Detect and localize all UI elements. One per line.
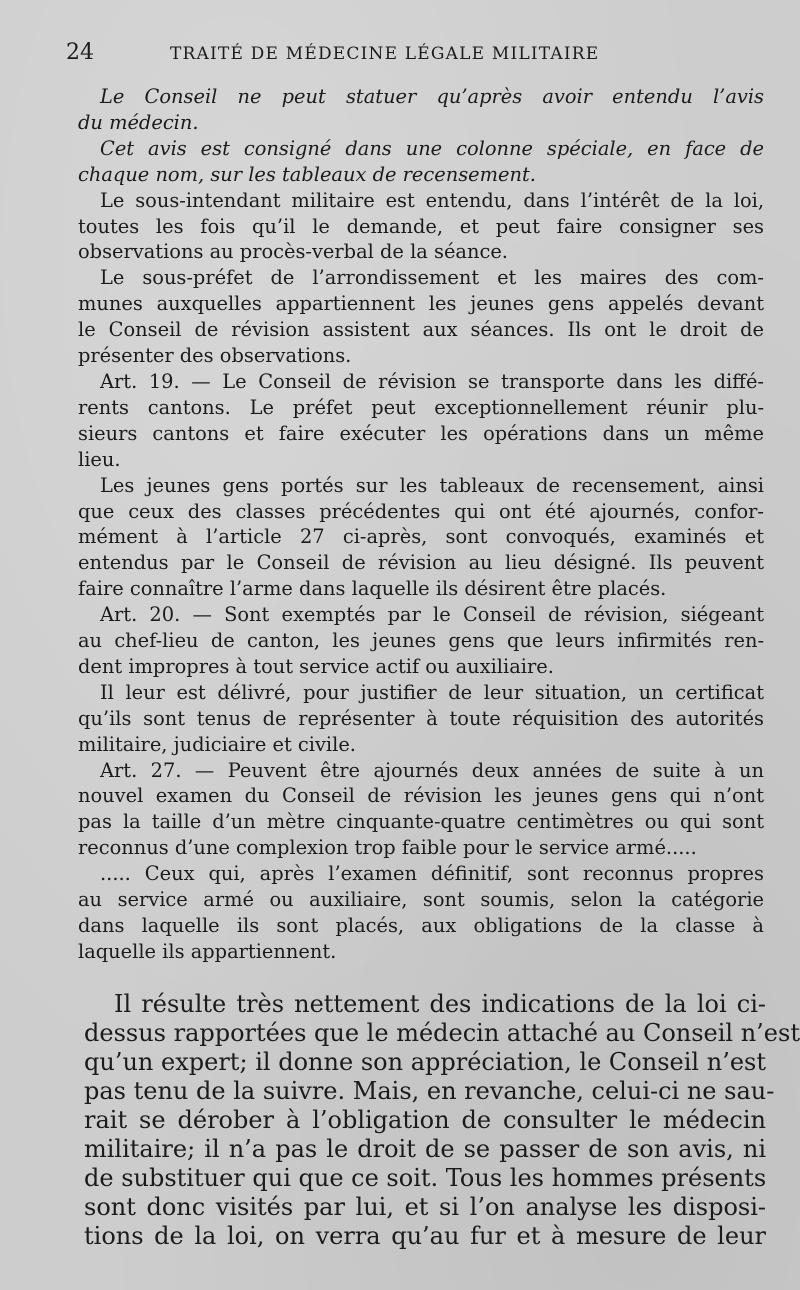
text-line: rait se dérober à l’obligation de consulter le médecin [84, 1106, 766, 1134]
text-line: au chef-lieu de canton, les jeunes gens que leurs infirmités ren- [78, 629, 764, 653]
text-line: militaire, judiciaire et civile. [78, 732, 356, 756]
page-number: 24 [66, 40, 94, 65]
text-line: rents cantons. Le préfet peut exceptionnellement réunir plu- [78, 395, 764, 419]
text-line: lieu. [78, 447, 121, 471]
text-line: qu’ils sont tenus de représenter à toute réquisition des autorités [78, 706, 764, 730]
text-line: militaire; il n’a pas le droit de se passer de son avis, ni [84, 1135, 766, 1163]
text-line: laquelle ils appartiennent. [78, 939, 337, 963]
running-title: TRAITÉ DE MÉDECINE LÉGALE MILITAIRE [170, 44, 600, 64]
text-line: présenter des observations. [78, 344, 352, 368]
text-line: Cet avis est consigné dans une colonne spéciale, en face de [100, 136, 764, 160]
text-line: du médecin. [78, 110, 199, 134]
text-line: reconnus d’une complexion trop faible pour le service armé..... [78, 836, 697, 860]
text-line: observations au procès-verbal de la séance. [78, 240, 508, 264]
text-line: que ceux des classes précédentes qui ont été ajournés, confor- [78, 499, 764, 523]
text-line: pas tenu de la suivre. Mais, en revanche, celui-ci ne sau- [84, 1077, 775, 1105]
text-line: faire connaître l’arme dans laquelle ils désirent être placés. [78, 577, 667, 601]
text-line: Art. 19. — Le Conseil de révision se transporte dans les diffé- [100, 369, 764, 393]
text-line: mément à l’article 27 ci-après, sont convoqués, examinés et [78, 525, 764, 549]
text-line: chaque nom, sur les tableaux de recensement. [78, 162, 536, 186]
text-line: au service armé ou auxiliaire, sont soumis, selon la catégorie [78, 888, 764, 912]
law-text-block [78, 84, 764, 965]
text-line: Les jeunes gens portés sur les tableaux de recensement, ainsi [100, 473, 764, 497]
text-line: dessus rapportées que le médecin attaché au Conseil n’est [84, 1019, 800, 1047]
text-line: sieurs cantons et faire exécuter les opérations dans un même [78, 421, 764, 445]
text-line: Le sous-préfet de l’arrondissement et les maires des com- [100, 266, 764, 290]
text-line: qu’un expert; il donne son appréciation, le Conseil n’est [84, 1048, 766, 1076]
text-line: sont donc visités par lui, et si l’on analyse les disposi- [84, 1193, 766, 1221]
text-line: dans laquelle ils sont placés, aux obligations de la classe à [78, 914, 764, 937]
text-line: pas la taille d’un mètre cinquante-quatre centimètres ou qui sont [78, 810, 764, 834]
text-line: Art. 27. — Peuvent être ajournés deux années de suite à un [100, 758, 764, 782]
text-line: nouvel examen du Conseil de révision les jeunes gens qui n’ont [78, 784, 764, 808]
text-line: entendus par le Conseil de révision au lieu désigné. Ils peuvent [78, 551, 764, 575]
text-line: Le sous-intendant militaire est entendu, dans l’intérêt de la loi, [100, 188, 764, 212]
text-line: Art. 20. — Sont exemptés par le Conseil de révision, siégeant [100, 603, 764, 627]
text-line: toutes les fois qu’il le demande, et peut faire consigner ses [78, 214, 764, 238]
text-line: munes auxquelles appartiennent les jeunes gens appelés devant [78, 292, 764, 316]
text-line: de substituer qui que ce soit. Tous les hommes présents [84, 1164, 767, 1192]
text-line: tions de la loi, on verra qu’au fur et à mesure de leur [84, 1222, 766, 1250]
text-line: le Conseil de révision assistent aux séances. Ils ont le droit de [78, 318, 764, 342]
running-head [66, 40, 646, 70]
text-line: ..... Ceux qui, après l’examen définitif, sont reconnus propres [100, 862, 764, 886]
text-line: Il résulte très nettement des indications de la loi ci- [114, 990, 766, 1018]
text-line: Le Conseil ne peut statuer qu’après avoir entendu l’avis [100, 85, 764, 108]
text-line: dent impropres à tout service actif ou auxiliaire. [78, 654, 554, 678]
commentary-paragraph [84, 990, 800, 1251]
text-line: Il leur est délivré, pour justifier de leur situation, un certificat [100, 680, 764, 704]
